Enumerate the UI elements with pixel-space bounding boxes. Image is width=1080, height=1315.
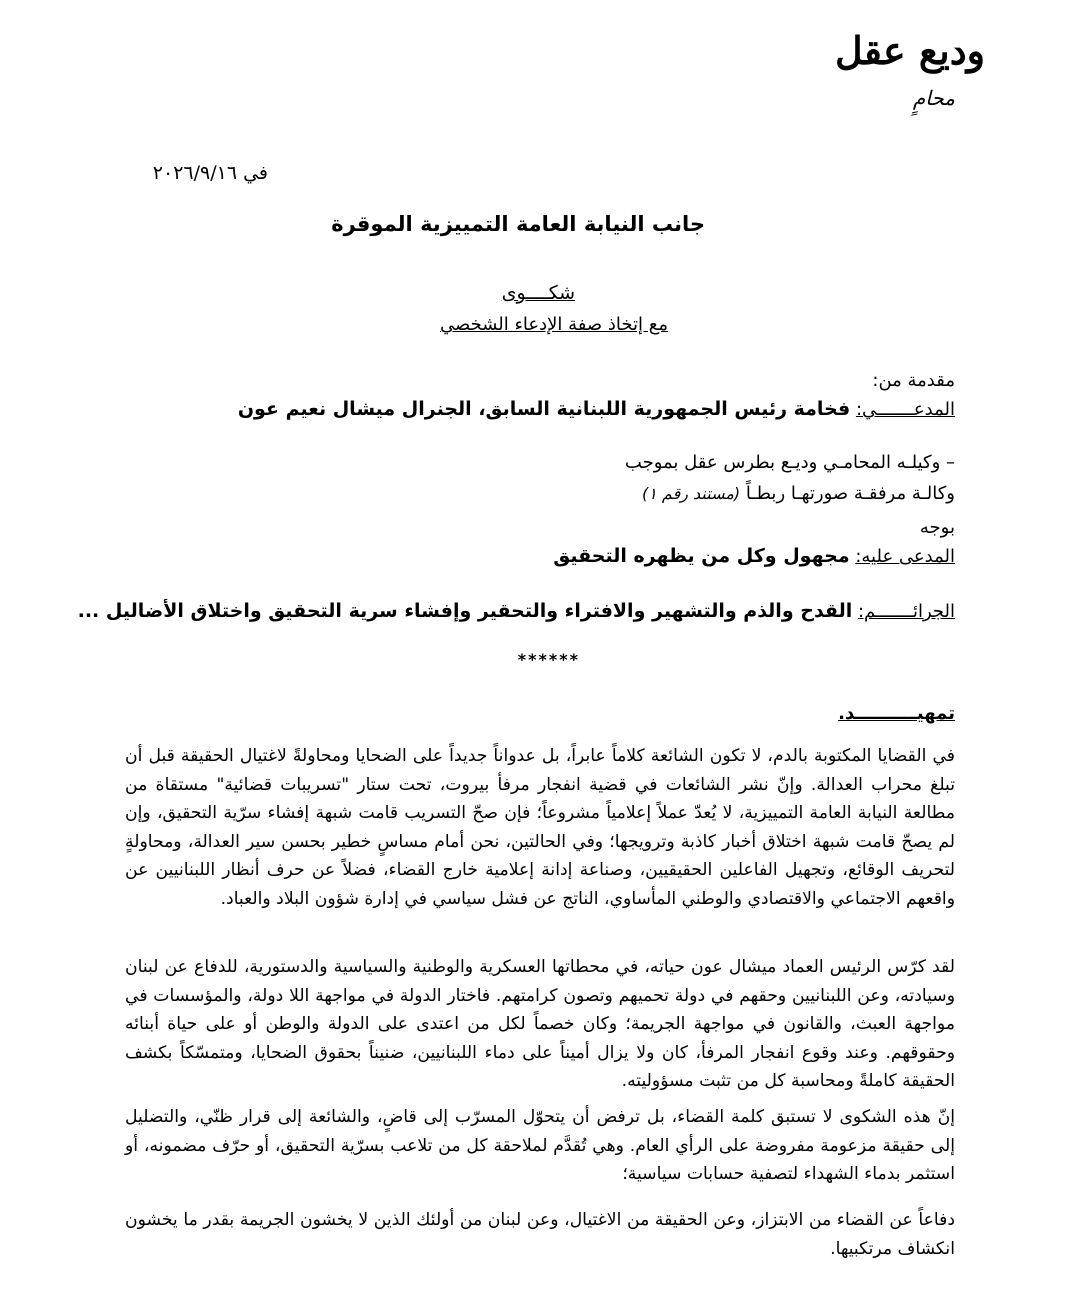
- addressee: جانب النيابة العامة التمييزية الموقرة: [331, 212, 705, 236]
- body-paragraph-3: إنّ هذه الشكوى لا تستبق كلمة القضاء، بل ترفض أن يتحوّل المسرّب إلى قاضٍ، والشائعة إلى قرار ظنّي، والتضليل إلى حقيقة مزعومة مفروضة على الرأي العام. وهي تُقدَّم لملاحقة كل من تلاعب بسرّية التحقيق، أو حرّف مضمونه، أو استثمر بدماء الشهداء لتصفية حسابات سياسية؛: [125, 1107, 955, 1184]
- plaintiff-value: فخامة رئيس الجمهورية اللبنانية السابق، الجنرال ميشال نعيم عون: [237, 398, 851, 420]
- defendant-row: [553, 545, 955, 567]
- agent-line-2: [642, 483, 955, 504]
- lawyer-name: وديع عقل: [835, 28, 985, 73]
- plaintiff-row: [238, 398, 955, 420]
- separator-stars: ******: [517, 650, 580, 669]
- document-date: في ٢٠٢٦/٩/١٦: [152, 162, 268, 184]
- agent-document-ref: (مستند رقم ١): [641, 484, 741, 503]
- agent-line-1: – وكيلـه المحامـي وديـع بطرس عقل بموجب: [624, 452, 955, 473]
- lawyer-title: محامٍ: [912, 86, 955, 110]
- plaintiff-label: المدعـــــــي:: [855, 399, 955, 420]
- document-subtitle: مع إتخاذ صفة الإدعاء الشخصي: [439, 314, 668, 335]
- charges-label: الجرائـــــــم:: [857, 601, 955, 622]
- against-label: بوجه: [919, 517, 955, 538]
- charges-row: [78, 600, 955, 622]
- document-title: شكــــوى: [501, 282, 575, 304]
- defendant-label: المدعى عليه:: [855, 546, 955, 567]
- charges-value: القدح والذم والتشهير والافتراء والتحقير وإفشاء سرية التحقيق واختلاق الأضاليل ...: [77, 600, 853, 622]
- defendant-value: مجهول وكل من يظهره التحقيق: [553, 545, 850, 567]
- agent-line-2-text: وكالـة مرفقـة صورتهـا ربطـاً: [745, 483, 955, 504]
- body-paragraph-1: في القضايا المكتوبة بالدم، لا تكون الشائعة كلاماً عابراً، بل عدواناً جديداً على الضحايا ومحاولةً لاغتيال الحقيقة قبل أن تبلغ محراب العدالة. وإنّ نشر الشائعات في قضية انفجار مرفأ بيروت، تحت ستار "تسريبات قضائية" مستقاة من مطالعة النيابة العامة التمييزية، لا يُعدّ عملاً إعلامياً مشروعاً؛ فإن صحّ التسريب قامت شبهة إفشاء سرّية التحقيق، وإن لم يصحّ قامت شبهة اختلاق أخبار كاذبة وترويجها؛ وفي الحالتين، نحن أمام مساسٍ خطير بحسن سير العدالة، ومحاولةٍ لتحريف الوقائع، وتجهيل الفاعلين الحقيقيين، وصناعة إدانة إعلامية خارج القضاء، فضلاً عن حرف أنظار اللبنانيين عن واقعهم الاجتماعي والاقتصادي والوطني المأساوي، الناتج عن فشل سياسي في إدارة شؤون البلاد والعباد.: [125, 746, 955, 909]
- body-paragraph-2: لقد كرّس الرئيس العماد ميشال عون حياته، في محطاتها العسكرية والوطنية والسياسية والدستورية، للدفاع عن لبنان وسيادته، وعن اللبنانيين وحقهم في دولة تحميهم وتصون كرامتهم. فاختار الدولة في مواجهة اللا دولة، والمؤسسات في مواجهة العبث، والقانون في مواجهة الجريمة؛ وكان خصماً لكل من اعتدى على الدولة والوطن أو على حياة أبنائه وحقوقهم. وعند وقوع انفجار المرفأ، كان ولا يزال أميناً على دماء اللبنانيين، ضنيناً بحقوق الضحايا، ومتمسّكاً بكشف الحقيقة كاملةً ومحاسبة كل من تثبت مسؤوليته.: [125, 957, 955, 1091]
- plaintiff-intro-label: مقدمة من:: [872, 370, 955, 391]
- intro-heading: تمهيــــــــــد.: [838, 703, 955, 724]
- body-paragraph-4: دفاعاً عن القضاء من الابتزاز، وعن الحقيقة من الاغتيال، وعن لبنان من أولئك الذين لا يخشون الجريمة بقدر ما يخشون انكشاف مرتكبيها.: [125, 1210, 955, 1259]
